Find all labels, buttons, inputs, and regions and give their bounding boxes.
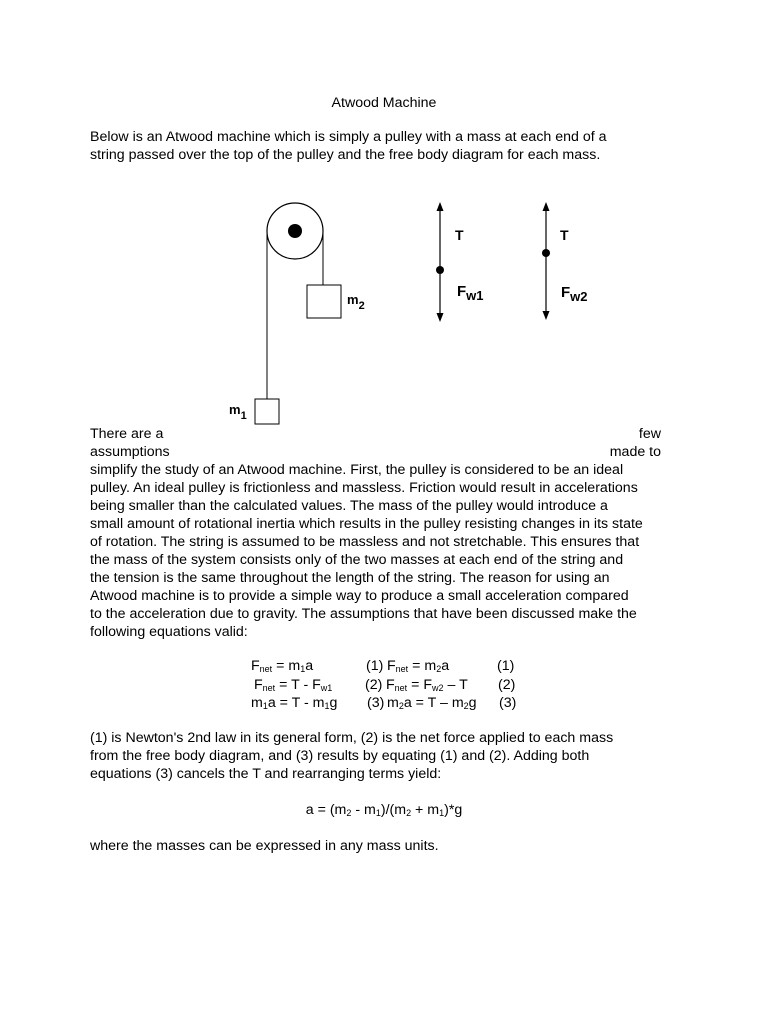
pulley-wheel (267, 203, 323, 259)
equation-row3-left: $m_1a = T - m_1g$ (251, 695, 338, 711)
assumptions-text-right: made to (609, 444, 661, 460)
equation-row3-number: (3) (499, 695, 517, 711)
assumptions-spread-line (90, 425, 661, 443)
assumptions-spread-line (90, 443, 661, 461)
arrow-up-icon (543, 202, 550, 211)
free-body-diagram-2 (542, 202, 588, 320)
result-equation: $a = (m_2 - m_1)/(m_2 + m_1)*g$ (305, 802, 463, 818)
equation-row1-number: (1) (497, 658, 515, 674)
assumptions-line: small amount of rotational inertia which results in the pulley resisting changes in its state (90, 516, 643, 532)
free-body-diagram-1 (436, 202, 484, 322)
explanation-line: from the free body diagram, and (3) results by equating (1) and (2). Adding both (90, 748, 590, 764)
equation-row2-right: $F_{net} = F_{w2} - T$ (386, 677, 468, 693)
assumptions-line: simplify the study of an Atwood machine. First, the pulley is considered to be an ideal (90, 462, 624, 478)
assumptions-text-right: few (638, 426, 661, 442)
assumptions-paragraph (90, 425, 680, 641)
intro-line: string passed over the top of the pulley and the free body diagram for each mass. (90, 147, 601, 163)
pulley-axle (288, 224, 302, 238)
body-point (436, 266, 444, 274)
mass-m2-box (307, 285, 341, 318)
assumptions-line: being smaller than the calculated values. The mass of the pulley would introduce a (90, 498, 608, 514)
equation-row2-number: (2) (365, 677, 383, 693)
explanation-line: (1) is Newton's 2nd law in its general form, (2) is the net force applied to each mass (90, 730, 614, 746)
intro-paragraph (90, 128, 680, 164)
equation-row1-right: $F_{net} = m_2a$ (387, 658, 450, 674)
closing-line: where the masses can be expressed in any mass units. (90, 838, 439, 854)
page-title: Atwood Machine (331, 95, 437, 111)
m1-label: $m_1$ (229, 402, 247, 422)
arrow-up-icon (437, 202, 444, 211)
equation-row3-right: $m_2a = T - m_2g$ (387, 695, 477, 711)
m2-label: $m_2$ (347, 292, 365, 312)
mass-m1-box (255, 399, 279, 424)
explanation-line: equations (3) cancels the T and rearranging terms yield: (90, 766, 442, 782)
assumptions-line: the mass of the system consists only of the two masses at each end of the string and (90, 552, 624, 568)
assumptions-line: to the acceleration due to gravity. The assumptions that have been discussed make the (90, 606, 637, 622)
explanation-paragraph (90, 729, 680, 783)
fbd2-weight-label: Fw2 (561, 284, 588, 304)
arrow-down-icon (543, 311, 550, 320)
assumptions-line: Atwood machine is to provide a simple way to produce a small acceleration compared (90, 588, 629, 604)
body-point (542, 249, 550, 257)
closing-paragraph (90, 837, 680, 855)
assumptions-line: of rotation. The string is assumed to be massless and not stretchable. This ensures that (90, 534, 640, 550)
equation-row1-number: (1) (366, 658, 384, 674)
equation-row2-number: (2) (498, 677, 516, 693)
assumptions-line: pulley. An ideal pulley is frictionless and massless. Friction would result in accelerations (90, 480, 638, 496)
intro-line: Below is an Atwood machine which is simply a pulley with a mass at each end of a (90, 129, 607, 145)
fbd1-weight-label: Fw1 (457, 283, 484, 303)
fbd2-tension-label: T (560, 227, 569, 243)
assumptions-text-left: There are a (90, 426, 164, 442)
fbd1-tension-label: T (455, 227, 464, 243)
equation-row1-left: $F_{net} = m_1a$ (251, 658, 314, 674)
equation-row2-left: $F_{net} = T - F_{w1}$ (254, 677, 333, 693)
assumptions-text-left: assumptions (90, 444, 170, 460)
arrow-down-icon (437, 313, 444, 322)
equation-row3-number: (3) (367, 695, 385, 711)
assumptions-line: the tension is the same throughout the length of the string. The reason for using an (90, 570, 610, 586)
assumptions-line: following equations valid: (90, 624, 248, 640)
